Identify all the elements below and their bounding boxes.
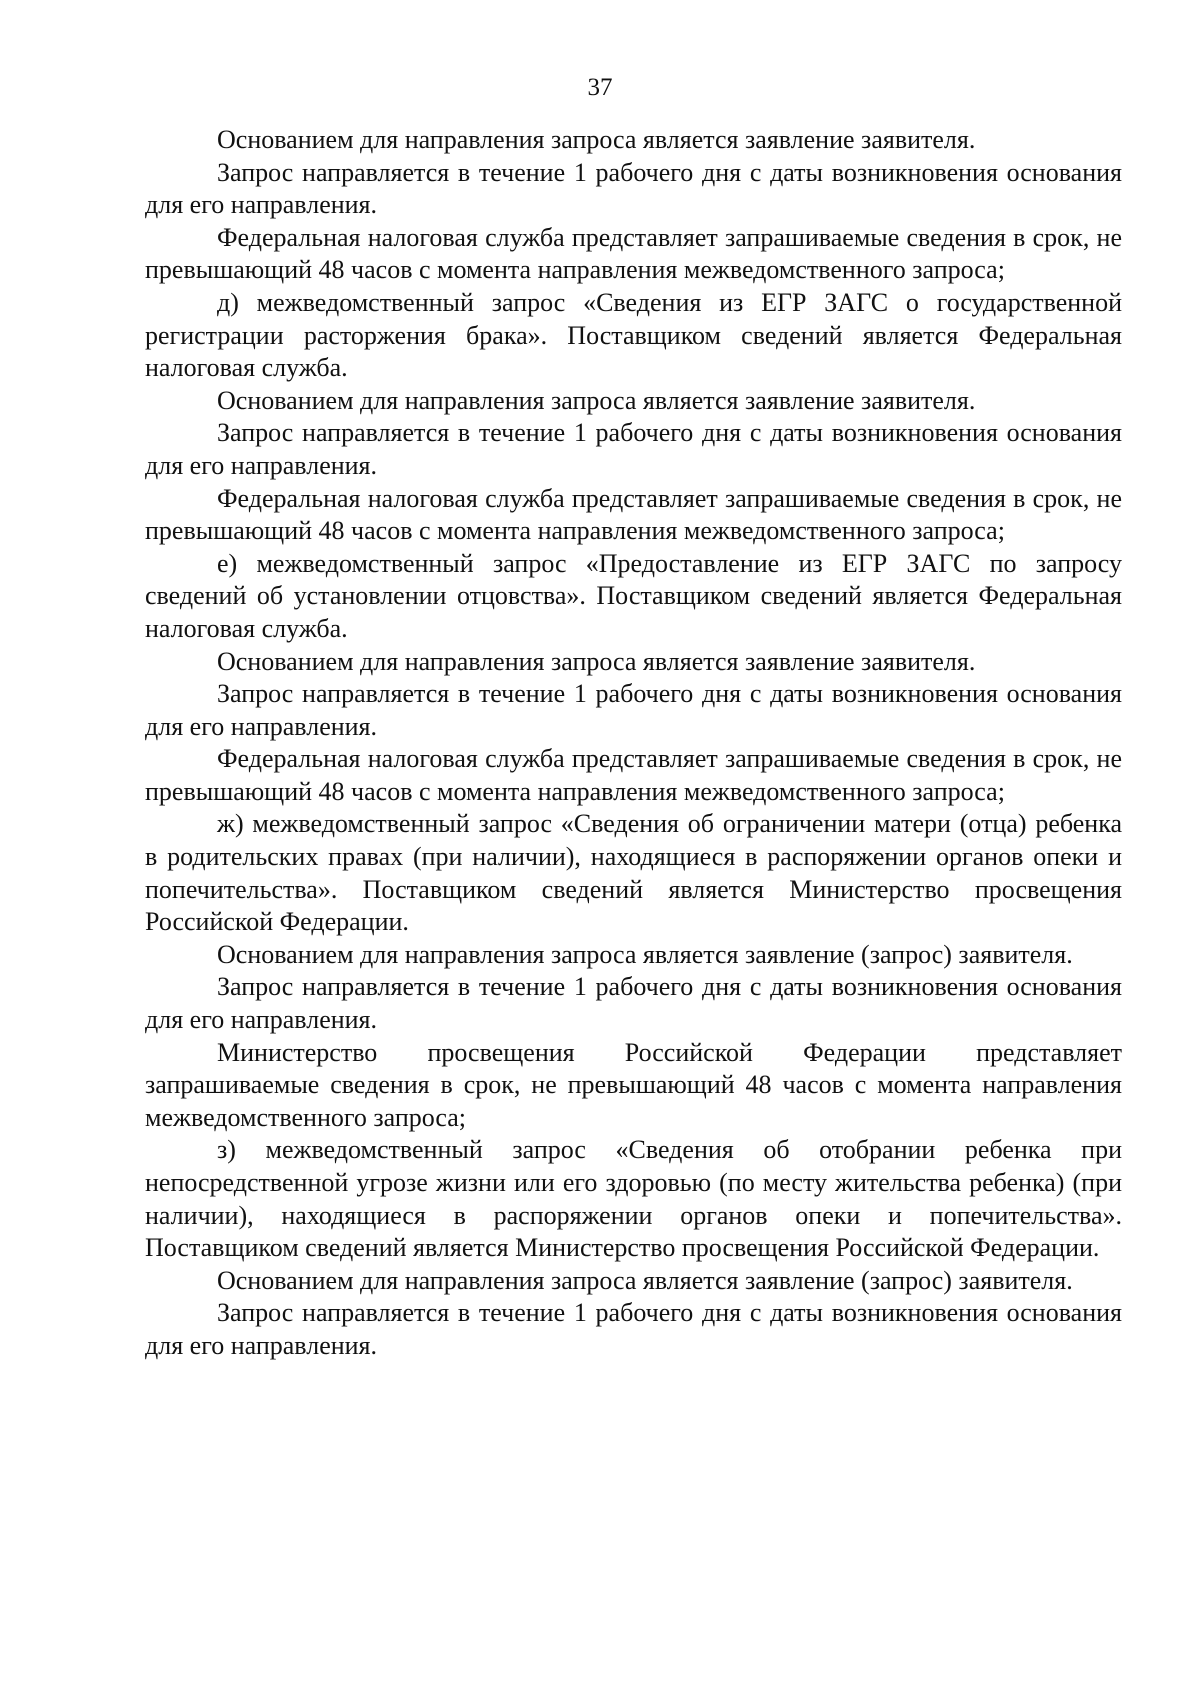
paragraph: Запрос направляется в течение 1 рабочего дня с даты возникновения основания для его направления. <box>145 679 1122 741</box>
paragraph: Основанием для направления запроса является заявление заявителя. <box>217 646 976 676</box>
paragraph: ж) межведомственный запрос «Сведения об ограничении матери (отца) ребенка в родительских правах (при наличии), находящиеся в распоряжении органов опеки и попечительства». Поставщиком сведений является Министерство просвещения Российской Федерации. <box>145 809 1122 937</box>
paragraph: Запрос направляется в течение 1 рабочего дня с даты возникновения основания для его направления. <box>145 157 1122 220</box>
paragraph: Федеральная налоговая служба представляет запрашиваемые сведения в срок, не превышающий 48 часов с момента направления межведомственного запроса; <box>145 744 1122 806</box>
paragraph: Федеральная налоговая служба представляет запрашиваемые сведения в срок, не превышающий 48 часов с момента направления межведомственного запроса; <box>145 222 1122 285</box>
paragraph: Запрос направляется в течение 1 рабочего дня с даты возникновения основания для его направления. <box>145 418 1122 480</box>
paragraph: д) межведомственный запрос «Сведения из ЕГР ЗАГС о государственной регистрации расторжения брака». Поставщиком сведений является Федеральная налоговая служба. <box>145 287 1122 383</box>
paragraph: Основанием для направления запроса является заявление (запрос) заявителя. <box>217 939 1073 969</box>
paragraph: Запрос направляется в течение 1 рабочего дня с даты возникновения основания для его направления. <box>145 972 1122 1035</box>
paragraph: Министерство просвещения Российской Федерации представляет запрашиваемые сведения в срок, не превышающий 48 часов с момента направления межведомственного запроса; <box>145 1037 1122 1132</box>
paragraph: Федеральная налоговая служба представляет запрашиваемые сведения в срок, не превышающий 48 часов с момента направления межведомственного запроса; <box>145 483 1122 546</box>
document-body <box>145 124 1122 1363</box>
page-number: 37 <box>587 74 613 101</box>
paragraph: Основанием для направления запроса является заявление заявителя. <box>217 385 976 415</box>
paragraph: Запрос направляется в течение 1 рабочего дня с даты возникновения основания для его направления. <box>145 1298 1122 1360</box>
paragraph: з) межведомственный запрос «Сведения об отобрании ребенка при непосредственной угрозе жизни или его здоровью (по месту жительства ребенка) (при наличии), находящиеся в распоряжении органов опеки и попечительства». Поставщиком сведений является Министерство просвещения Российской Федерации. <box>145 1135 1122 1263</box>
paragraph: е) межведомственный запрос «Предоставление из ЕГР ЗАГС по запросу сведений об установлении отцовства». Поставщиком сведений является Федеральная налоговая служба. <box>145 548 1122 643</box>
paragraph: Основанием для направления запроса является заявление (запрос) заявителя. <box>217 1265 1073 1295</box>
paragraph: Основанием для направления запроса является заявление заявителя. <box>217 125 976 154</box>
